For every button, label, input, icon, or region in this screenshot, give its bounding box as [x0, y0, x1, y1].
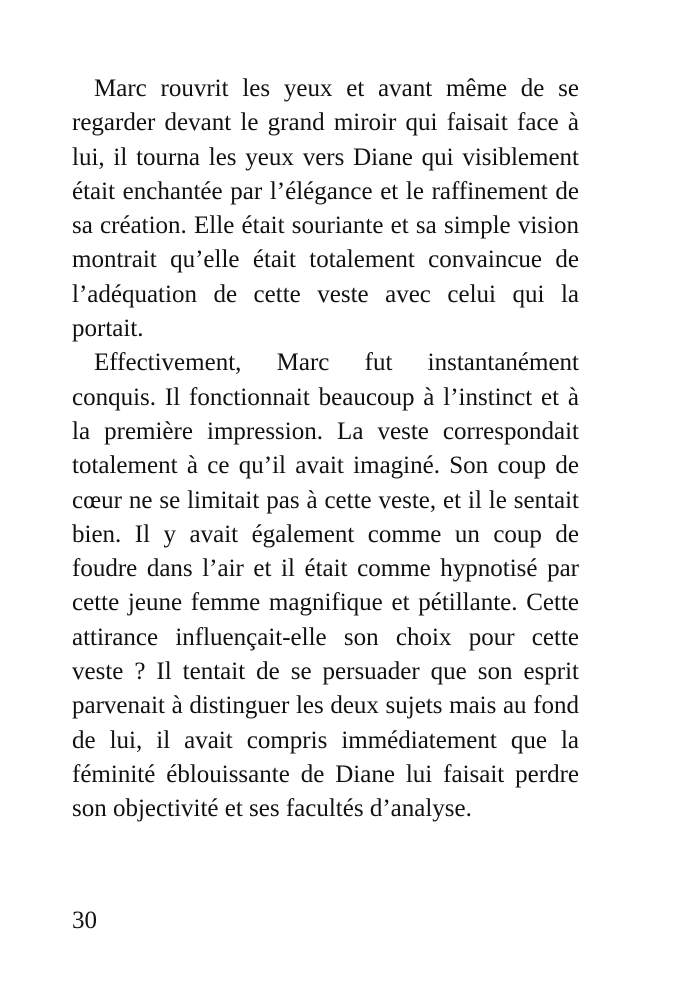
paragraph-2: Effectivement, Marc fut instantanément conquis. Il fonctionnait beaucoup à l’instinct et à la première impression. La veste correspondait totalement à ce qu’il avait imaginé. Son coup de cœur ne se limitait pas à cette veste, et il le sentait bien. Il y avait également comme un coup de foudre dans l’air et il était comme hypnotisé par cette jeune femme magnifique et pétillante. Cette attirance influençait-elle son choix pour cette veste ? Il tentait de se persuader que son esprit parvenait à distinguer les deux sujets mais au fond de lui, il avait compris immédiatement que la féminité éblouissante de Diane lui faisait perdre son objectivité et ses facultés d’analyse. — [72, 349, 579, 823]
body-text — [72, 72, 579, 827]
page-number: 30 — [72, 907, 97, 934]
paragraph-1: Marc rouvrit les yeux et avant même de se regarder devant le grand miroir qui faisait face à lui, il tourna les yeux vers Diane qui visiblement était enchantée par l’élégance et le raffinement de sa création. Elle était souriante et sa simple vision montrait qu’elle était totalement convaincue de l’adéquation de cette veste avec celui qui la portait. — [72, 75, 579, 343]
